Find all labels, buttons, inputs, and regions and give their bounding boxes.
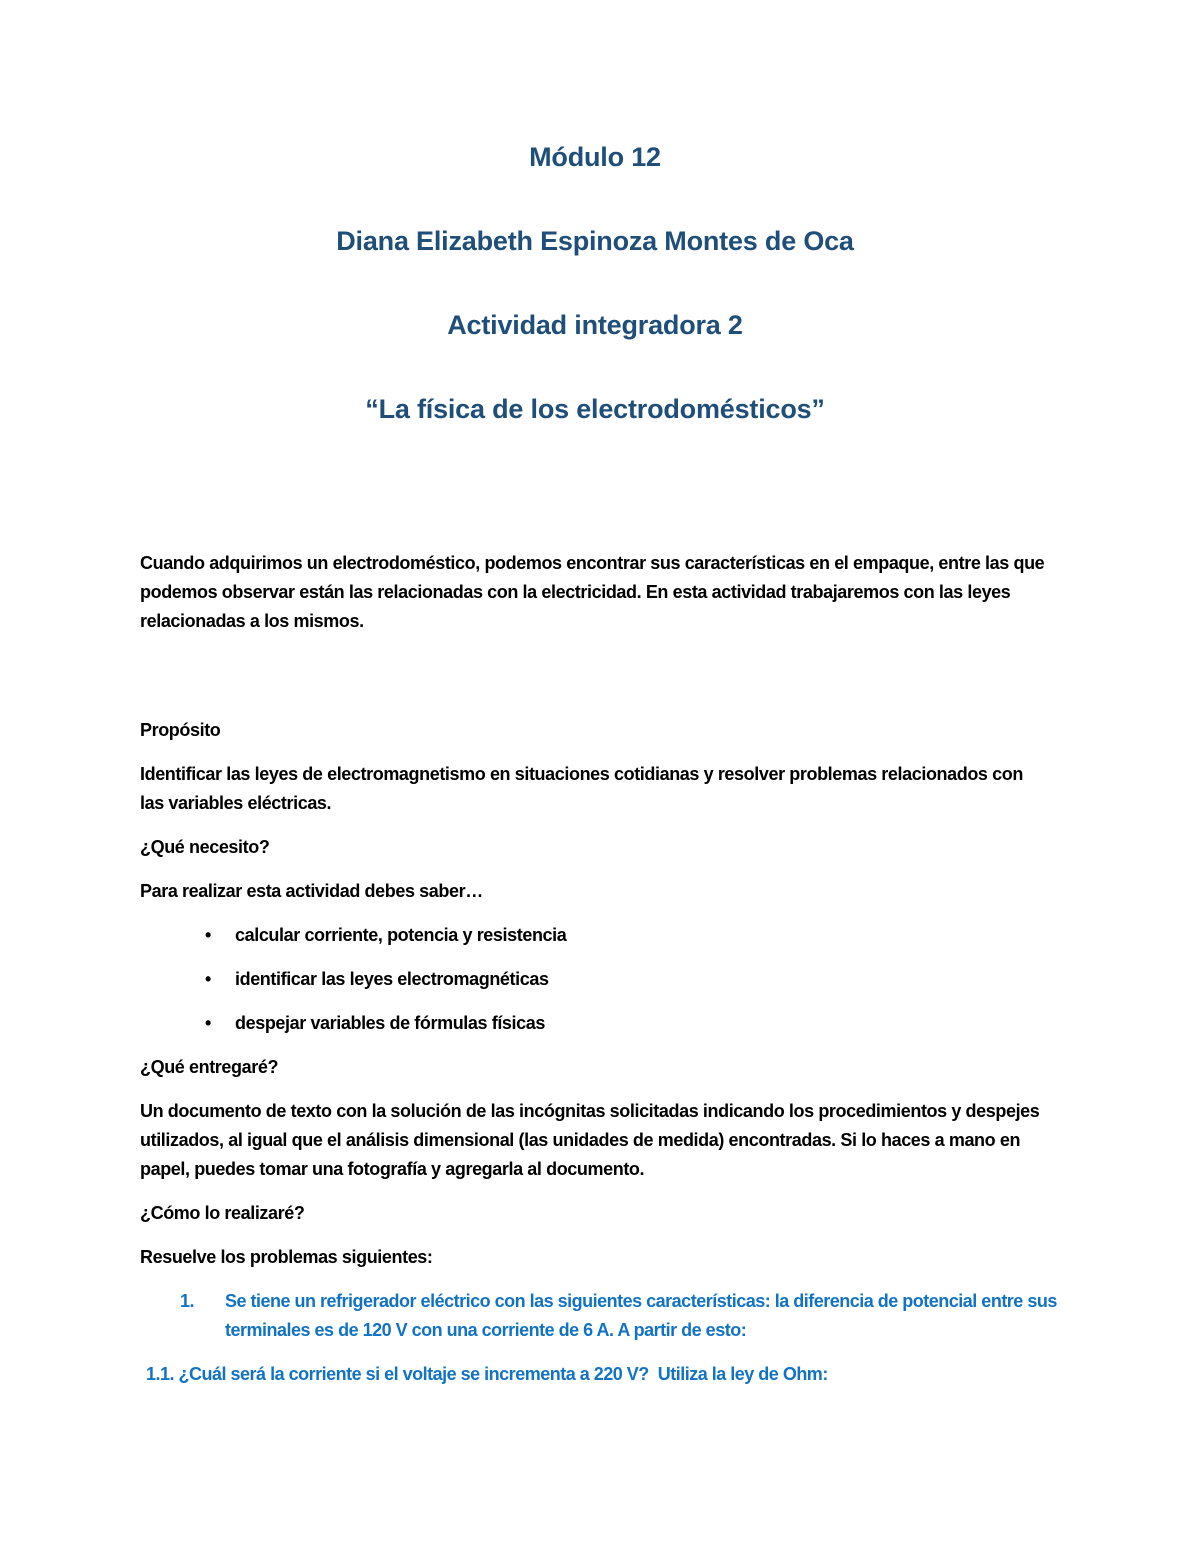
bullet-item-1-label: calcular corriente, potencia y resistencia xyxy=(235,925,567,945)
bullet-item-2 xyxy=(140,965,1050,994)
problem-1 xyxy=(140,1287,1057,1345)
activity-heading: Actividad integradora 2 xyxy=(447,310,743,340)
bullet-item-3-label: despejar variables de fórmulas físicas xyxy=(235,1013,545,1033)
purpose-heading: Propósito xyxy=(140,720,221,740)
bullet-item-3 xyxy=(140,1009,1050,1038)
author-heading: Diana Elizabeth Espinoza Montes de Oca xyxy=(336,226,854,256)
module-heading: Módulo 12 xyxy=(529,142,661,172)
deliver-heading: ¿Qué entregaré? xyxy=(140,1057,279,1077)
document-title: “La física de los electrodomésticos” xyxy=(365,394,825,424)
intro-paragraph: Cuando adquirimos un electrodoméstico, podemos encontrar sus características en el empaque, entre las que podemos observar están las relacionadas con la electricidad. En esta actividad trabajaremos con las leyes relacionadas a los mismos. xyxy=(140,553,1045,631)
bullet-item-1 xyxy=(140,921,1050,950)
question-1-1: 1.1. ¿Cuál será la corriente si el voltaje se incrementa a 220 V? Utiliza la ley de Ohm: xyxy=(146,1364,828,1384)
bullet-item-2-label: identificar las leyes electromagnéticas xyxy=(235,969,549,989)
bullet-icon: • xyxy=(205,1013,211,1033)
bullet-icon: • xyxy=(205,969,211,989)
problem-1-text: Se tiene un refrigerador eléctrico con las siguientes características: la diferencia de potencial entre sus terminales es de 120 V con una corriente de 6 A. A partir de esto: xyxy=(225,1291,1057,1340)
need-lead: Para realizar esta actividad debes saber… xyxy=(140,881,483,901)
need-heading: ¿Qué necesito? xyxy=(140,837,270,857)
how-heading: ¿Cómo lo realizaré? xyxy=(140,1203,305,1223)
how-lead: Resuelve los problemas siguientes: xyxy=(140,1247,433,1267)
deliver-text: Un documento de texto con la solución de las incógnitas solicitadas indicando los procedimientos y despejes utilizados, al igual que el análisis dimensional (las unidades de medida) encontradas. Si lo haces a mano en papel, puedes tomar una fotografía y agregarla al documento. xyxy=(140,1101,1040,1179)
problem-1-number: 1. xyxy=(180,1291,195,1311)
purpose-text: Identificar las leyes de electromagnetismo en situaciones cotidianas y resolver problemas relacionados con las variables eléctricas. xyxy=(140,764,1023,813)
bullet-icon: • xyxy=(205,925,211,945)
